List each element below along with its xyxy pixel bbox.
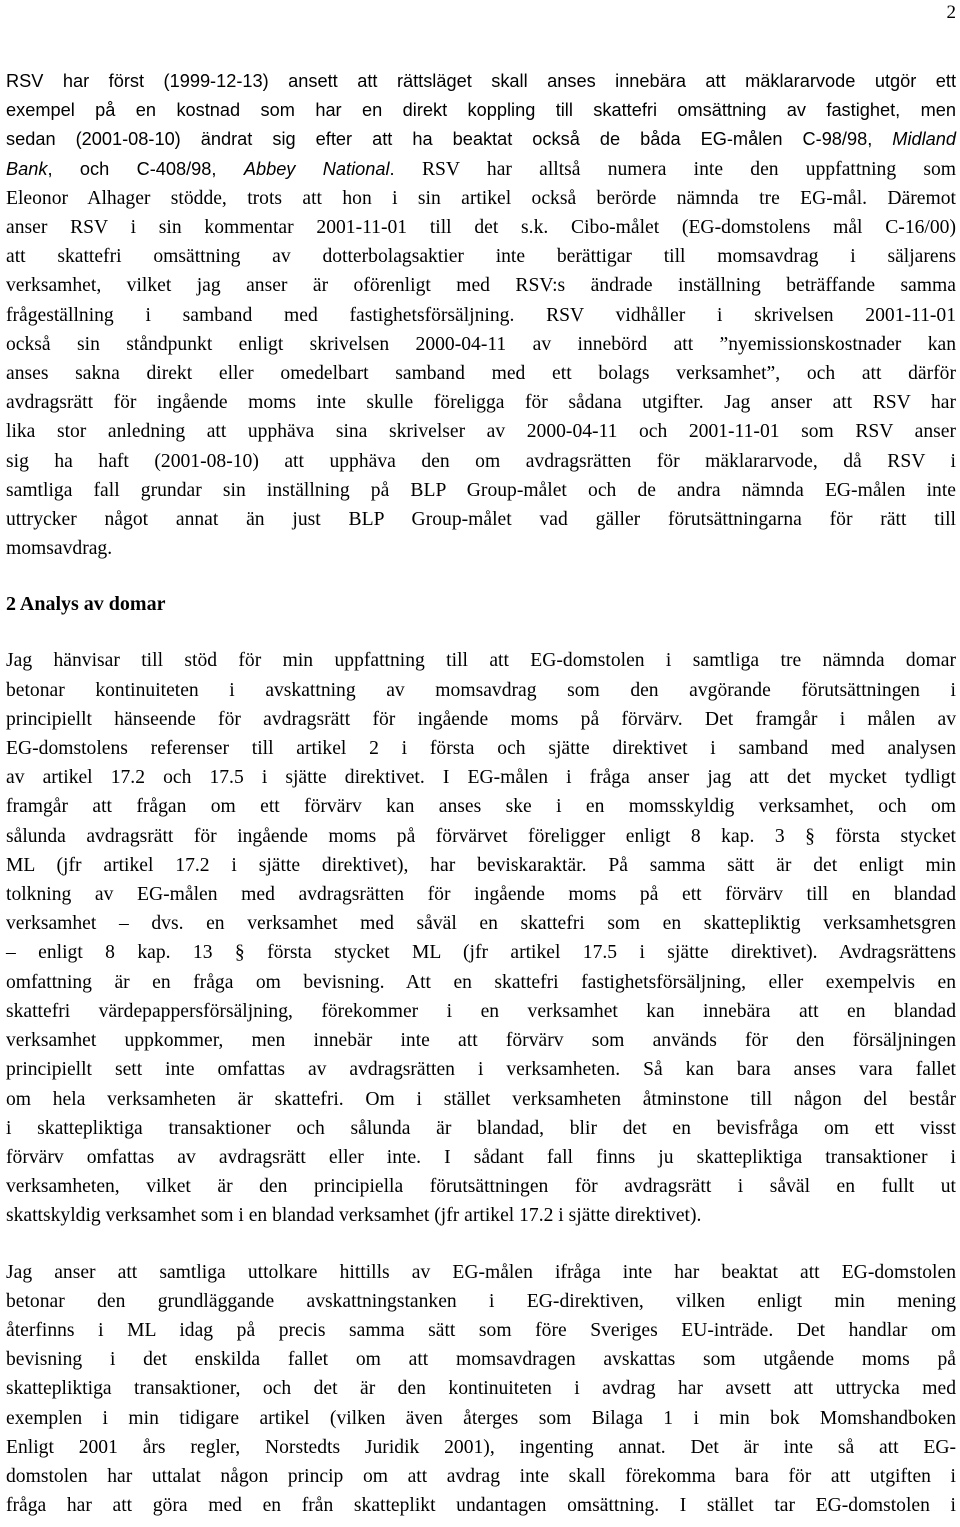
text-segment: uttrycker något annat än just BLP Group-målet vad gäller förutsättningarna för rätt till: [6, 509, 956, 531]
text-segment: Abbey National: [243, 158, 390, 179]
text-line: [6, 763, 956, 792]
text-line: [6, 330, 956, 359]
text-segment: Jag hänvisar till stöd för min uppfattning till att EG-domstolen i samtliga tre nämnda domar: [6, 650, 956, 672]
text-line: [6, 1287, 956, 1316]
text-segment: verksamheten, vilket är den principiella förutsättningen för avdragsrätt i såväl en fullt ut: [6, 1176, 956, 1198]
text-segment: i skattepliktiga transaktioner och sålunda är blandad, blir det en bevisfråga om ett visst: [6, 1117, 956, 1139]
paragraph-gap: [6, 619, 956, 646]
text-line: [6, 792, 956, 821]
text-segment: momsavdrag.: [6, 538, 113, 560]
text-segment: framgår att frågan om ett förvärv kan anses ske i en momsskyldig verksamhet, och om: [6, 796, 956, 818]
text-segment: om hela verksamheten är skattefri. Om i stället verksamheten åtminstone till någon del består: [6, 1088, 956, 1110]
text-segment: Midland: [892, 129, 956, 150]
text-line: [6, 1201, 956, 1230]
text-segment: betonar kontinuiteten i avskattning av momsavdrag som den avgörande förutsättningen i: [6, 679, 956, 701]
text-line: [6, 447, 956, 476]
text-segment: skattefri värdepappersförsäljning, förekommer i en verksamhet kan innebära att en blandad: [6, 1000, 956, 1022]
text-line: [6, 359, 956, 388]
text-line: [6, 938, 956, 967]
text-line: [6, 155, 956, 184]
text-segment: anser RSV i sin kommentar 2001-11-01 till det s.k. Cibo-målet (EG-domstolens mål C-16/00): [6, 217, 956, 239]
text-line: [6, 1055, 956, 1084]
text-segment: exemplen i min tidigare artikel (vilken även återges som Bilaga 1 i min bok Momshandboken: [6, 1407, 956, 1429]
text-segment: samtliga fall grundar sin inställning på BLP Group-målet och de andra nämnda EG-målen inte: [6, 479, 956, 501]
text-line: [6, 676, 956, 705]
paragraph-gap: [6, 563, 956, 590]
text-segment: sig ha haft (2001-08-10) att upphäva den om avdragsrätten för mäklararvode, då RSV i: [6, 450, 956, 472]
text-line: [6, 1491, 956, 1520]
text-segment: RSV har alltså numera inte den uppfattning som: [421, 158, 956, 180]
text-segment: verksamhet uppkommer, men innebär inte att förvärv som används för den försäljningen: [6, 1030, 956, 1052]
text-segment: Bank: [6, 158, 48, 179]
text-segment: återfinns i ML idag på precis samma sätt som före Sveriges EU-inträde. Det handlar om: [6, 1319, 956, 1341]
text-line: [6, 125, 956, 154]
text-line: [6, 880, 956, 909]
text-line: [6, 909, 956, 938]
text-segment: anses sakna direkt eller omedelbart samband med ett bolags verksamhet”, och att därför: [6, 363, 956, 385]
text-line: [6, 851, 956, 880]
text-segment: skattskyldig verksamhet som i en blandad verksamhet (jfr artikel 17.2 i sjätte direktivet).: [6, 1205, 702, 1227]
text-line: [6, 242, 956, 271]
text-line: [6, 417, 956, 446]
section-heading: 2 Analys av domar: [6, 593, 166, 616]
text-segment: sålunda avdragsrätt för ingående moms på förvärvet föreligger enligt 8 kap. 3 § första stycket: [6, 825, 956, 847]
text-segment: ML (jfr artikel 17.2 i sjätte direktivet), har beviskaraktär. På samma sätt är det enligt min: [6, 854, 956, 876]
text-segment: fråga har att göra med en från skatteplikt undantagen omsättning. I stället tar EG-domstolen i: [6, 1495, 956, 1517]
text-segment: RSV har först (1999-12-13) ansett att rättsläget skall anses innebära att mäklararvode utgör ett: [6, 71, 956, 91]
text-line: [6, 1404, 956, 1433]
text-segment: principiellt sett inte omfattas av avdragsrätten i verksamheten. Så kan bara anses vara fallet: [6, 1059, 956, 1081]
text-segment: verksamhet – dvs. en verksamhet med såväl en skattefri som en skattepliktig verksamhetsgren: [6, 913, 956, 935]
text-line: [6, 67, 956, 96]
text-segment: – enligt 8 kap. 13 § första stycket ML (jfr artikel 17.5 i sjätte direktivet). Avdragsrättens: [6, 942, 956, 964]
text-segment: Eleonor Alhager stödde, trots att hon i sin artikel också berörde nämnda tre EG-mål. Däremot: [6, 187, 956, 209]
text-line: [6, 646, 956, 675]
paragraph-rsv-position: [6, 67, 956, 563]
text-line: [6, 301, 956, 330]
text-line: [6, 213, 956, 242]
text-line: [6, 476, 956, 505]
text-segment: tolkning av EG-målen med avdragsrätten för ingående moms på ett förvärv till en blandad: [6, 884, 956, 906]
text-segment: , och C-408/98,: [47, 158, 244, 179]
text-line: [6, 1462, 956, 1491]
text-line: [6, 1026, 956, 1055]
paragraph-analysis: [6, 646, 956, 1230]
document-body: [6, 67, 956, 1520]
text-segment: exempel på en kostnad som har en direkt koppling till skattefri omsättning av fastighet, men: [6, 100, 956, 121]
text-segment: Enligt 2001 års regler, Norstedts Juridik 2001), ingenting annat. Det är inte så att EG-: [6, 1436, 956, 1458]
text-line: [6, 388, 956, 417]
text-segment: också sin ståndpunkt enligt skrivelsen 2000-04-11 av innebörd att ”nyemissionskostnader kan: [6, 333, 956, 355]
page-number: 2: [946, 2, 956, 23]
text-line: [6, 96, 956, 125]
text-segment: att skattefri omsättning av dotterbolagsaktier inte berättigar till momsavdrag i säljarens: [6, 246, 956, 268]
text-line: [6, 1258, 956, 1287]
text-line: [6, 1085, 956, 1114]
text-line: [6, 968, 956, 997]
text-line: [6, 1114, 956, 1143]
text-segment: omfattning är en fråga om bevisning. Att en skattefri fastighetsförsäljning, eller exempelvis en: [6, 971, 956, 993]
text-line: [6, 1143, 956, 1172]
paragraph-gap: [6, 1231, 956, 1258]
text-segment: betonar den grundläggande avskattningstanken i EG-direktiven, vilken enligt min mening: [6, 1290, 956, 1312]
text-segment: sedan (2001-08-10) ändrat sig efter att ha beaktat också de båda EG-målen C-98/98,: [6, 129, 893, 150]
text-segment: av artikel 17.2 och 17.5 i sjätte direktivet. I EG-målen i fråga anser jag att det mycket tydligt: [6, 767, 956, 789]
text-segment: EG-domstolens referenser till artikel 2 i första och sjätte direktivet i samband med analysen: [6, 738, 956, 760]
text-segment: frågeställning i samband med fastighetsförsäljning. RSV vidhåller i skrivelsen 2001-11-01: [6, 304, 956, 326]
text-segment: .: [389, 158, 422, 179]
paragraph-interpretation: [6, 1258, 956, 1521]
text-line: [6, 505, 956, 534]
text-segment: förvärv omfattas av avdragsrätt eller inte. I sådant fall finns ju skattepliktiga transaktioner i: [6, 1146, 956, 1168]
text-segment: principiellt hänseende för avdragsrätt för ingående moms på förvärv. Det framgår i målen av: [6, 708, 956, 730]
text-segment: lika stor anledning att upphäva sina skrivelser av 2000-04-11 och 2001-11-01 som RSV anser: [6, 421, 956, 443]
text-line: [6, 184, 956, 213]
text-segment: Jag anser att samtliga uttolkare hittills av EG-målen ifråga inte har beaktat att EG-domstolen: [6, 1261, 956, 1283]
text-line: [6, 534, 956, 563]
text-line: [6, 734, 956, 763]
text-segment: skattepliktiga transaktioner, och det är den kontinuiteten i avdrag har avsett att uttrycka med: [6, 1378, 956, 1400]
text-line: [6, 1374, 956, 1403]
text-line: [6, 997, 956, 1026]
text-line: [6, 1316, 956, 1345]
text-line: [6, 1345, 956, 1374]
text-line: [6, 822, 956, 851]
text-segment: bevisning i det enskilda fallet om att momsavdragen avskattas som utgående moms på: [6, 1349, 956, 1371]
text-line: [6, 1433, 956, 1462]
text-line: [6, 271, 956, 300]
text-line: [6, 1172, 956, 1201]
text-segment: verksamhet, vilket jag anser är oförenligt med RSV:s ändrade inställning beträffande samma: [6, 275, 956, 297]
text-segment: avdragsrätt för ingående moms inte skulle föreligga för sådana utgifter. Jag anser att RSV har: [6, 392, 956, 414]
text-line: [6, 705, 956, 734]
text-segment: domstolen har uttalat någon princip om att avdrag inte skall förekomma bara för att utgiften i: [6, 1465, 956, 1487]
